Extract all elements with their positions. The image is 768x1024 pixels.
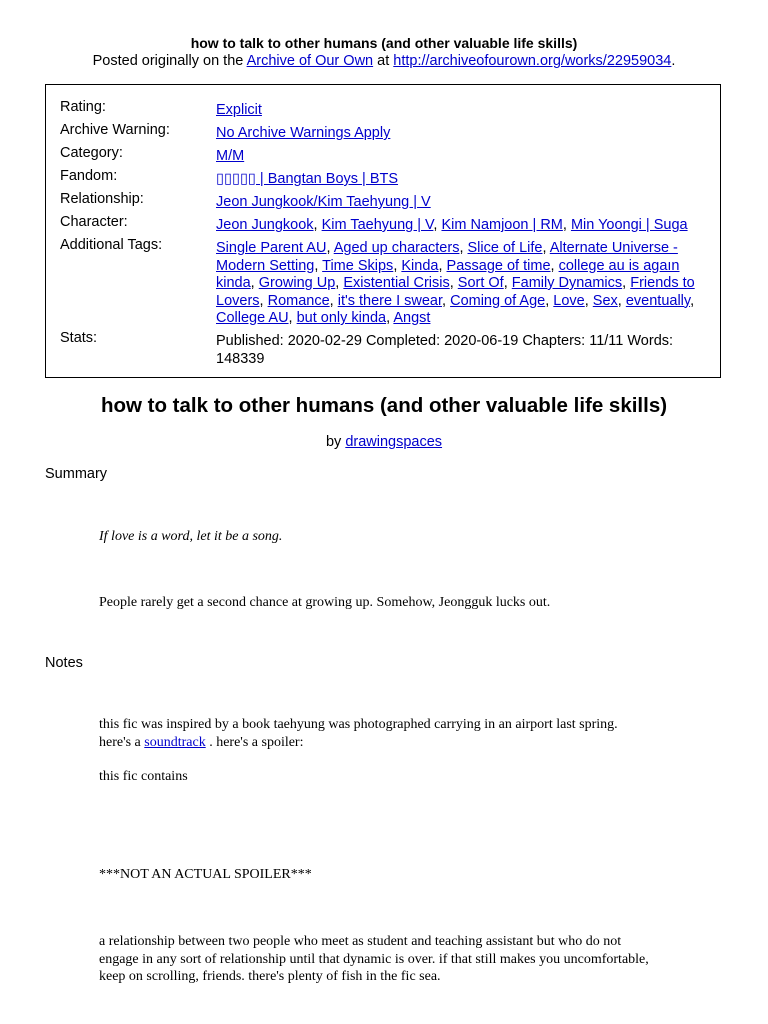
byline xyxy=(0,434,768,450)
tag-link[interactable]: Family Dynamics xyxy=(511,275,623,291)
category-label: Category: xyxy=(60,145,123,161)
character-row xyxy=(60,214,710,237)
character-links: Jeon Jungkook, Kim Taehyung | V, Kim Namjoon | RM, Min Yoongi | Suga xyxy=(216,217,688,233)
metadata-box xyxy=(45,84,721,378)
category-row xyxy=(60,145,710,168)
tag-link[interactable]: Coming of Age xyxy=(450,292,546,309)
tags-label: Additional Tags: xyxy=(60,237,163,253)
summary-line-2: People rarely get a second chance at growing up. Somehow, Jeongguk lucks out. xyxy=(99,595,551,610)
character-label: Character: xyxy=(60,214,128,230)
tag-link[interactable]: Existential Crisis xyxy=(343,275,450,291)
stats-row xyxy=(60,330,710,368)
notes-paragraph-3: ***NOT AN ACTUAL SPOILER*** xyxy=(99,867,312,882)
posted-line xyxy=(0,52,768,71)
document-header xyxy=(0,34,768,71)
period: . xyxy=(671,53,676,69)
tag-link[interactable]: Passage of time xyxy=(446,257,551,274)
tag-link[interactable]: Time Skips xyxy=(322,257,394,274)
work-url-link[interactable]: http://archiveofourown.org/works/22959034 xyxy=(393,53,672,69)
warning-link[interactable]: No Archive Warnings Apply xyxy=(216,125,391,141)
posted-prefix: Posted originally on the xyxy=(92,53,244,69)
tag-link[interactable]: Love xyxy=(553,292,585,309)
tag-link[interactable]: Slice of Life xyxy=(467,240,543,256)
category-link[interactable]: M/M xyxy=(216,148,245,164)
archive-link[interactable]: Archive of Our Own xyxy=(246,53,374,69)
fandom-label: Fandom: xyxy=(60,168,118,184)
tag-link[interactable]: eventually xyxy=(625,292,691,309)
character-link[interactable]: Jeon Jungkook xyxy=(216,217,314,233)
author-link[interactable]: drawingspaces xyxy=(345,434,443,450)
fandom-row xyxy=(60,168,710,191)
warning-label: Archive Warning: xyxy=(60,122,170,138)
fandom-link[interactable]: ▯▯▯▯▯ | Bangtan Boys | BTS xyxy=(216,171,399,187)
summary-line-1: If love is a word, let it be a song. xyxy=(99,529,283,544)
metadata-table xyxy=(60,99,710,368)
notes-paragraph-1 xyxy=(99,716,639,751)
character-link[interactable]: Kim Namjoon | RM xyxy=(441,217,563,233)
notes-paragraph-2: this fic contains xyxy=(99,769,188,784)
notes-p1-tail: . here's a spoiler: xyxy=(209,734,304,750)
relationship-label: Relationship: xyxy=(60,191,144,207)
tag-link[interactable]: Single Parent AU xyxy=(216,240,327,256)
stats-value: Published: 2020-02-29 Completed: 2020-06-19 Chapters: 11/11 Words: 148339 xyxy=(216,333,674,367)
rating-label: Rating: xyxy=(60,99,106,115)
tag-link[interactable]: college au is agaın kinda xyxy=(216,257,680,291)
tag-link[interactable]: Romance xyxy=(267,292,330,309)
relationship-row xyxy=(60,191,710,214)
tag-link[interactable]: Growing Up xyxy=(258,275,336,291)
at-text: at xyxy=(377,53,390,69)
warning-row xyxy=(60,122,710,145)
tag-link[interactable]: Angst xyxy=(393,310,431,326)
work-title: how to talk to other humans (and other valuable life skills) xyxy=(100,394,668,417)
by-text: by xyxy=(325,434,342,450)
notes-heading: Notes xyxy=(45,655,83,671)
tag-link[interactable]: Sort Of xyxy=(457,275,504,291)
stats-label: Stats: xyxy=(60,330,98,346)
soundtrack-link[interactable]: soundtrack xyxy=(144,734,206,750)
header-title: how to talk to other humans (and other valuable life skills) xyxy=(190,35,578,51)
tag-link[interactable]: but only kinda xyxy=(296,310,387,326)
tag-link[interactable]: Sex xyxy=(592,292,618,309)
character-link[interactable]: Min Yoongi | Suga xyxy=(570,217,688,233)
tag-link[interactable]: Alternate Universe - Modern Setting xyxy=(216,240,678,274)
relationship-link[interactable]: Jeon Jungkook/Kim Taehyung | V xyxy=(216,194,431,210)
character-link[interactable]: Kim Taehyung | V xyxy=(321,217,434,233)
notes-p1-text: this fic was inspired by a book taehyung was photographed carrying in an airport last spring. here's a xyxy=(99,717,618,750)
rating-row xyxy=(60,99,710,122)
tag-link[interactable]: Aged up characters xyxy=(333,240,460,256)
rating-link[interactable]: Explicit xyxy=(216,102,262,118)
tag-link[interactable]: it's there I swear xyxy=(337,292,443,309)
tag-link[interactable]: College AU xyxy=(216,310,289,326)
notes-paragraph-4: a relationship between two people who meet as student and teaching assistant but who do not engage in any sort of relationship until that dynamic is over. if that still makes you uncomfortable, keep on scrolling, friends. there's plenty of fish in the fic sea. xyxy=(99,934,649,984)
tags-row xyxy=(60,237,710,330)
tag-links: Single Parent AU, Aged up characters, Slice of Life, Alternate Universe - Modern Setting, Time Skips, Kinda, Passage of time, college au is agaın kinda, Growing Up, Existential Crisis, Sort Of, Family Dynamics, Friends to Lovers, Romance, it's there I swear, Coming of Age, Love, Sex, eventually, College AU, but only kinda, Angst xyxy=(216,240,695,326)
tag-link[interactable]: Friends to Lovers xyxy=(216,275,695,309)
summary-heading: Summary xyxy=(45,466,108,482)
tag-link[interactable]: Kinda xyxy=(401,257,439,274)
